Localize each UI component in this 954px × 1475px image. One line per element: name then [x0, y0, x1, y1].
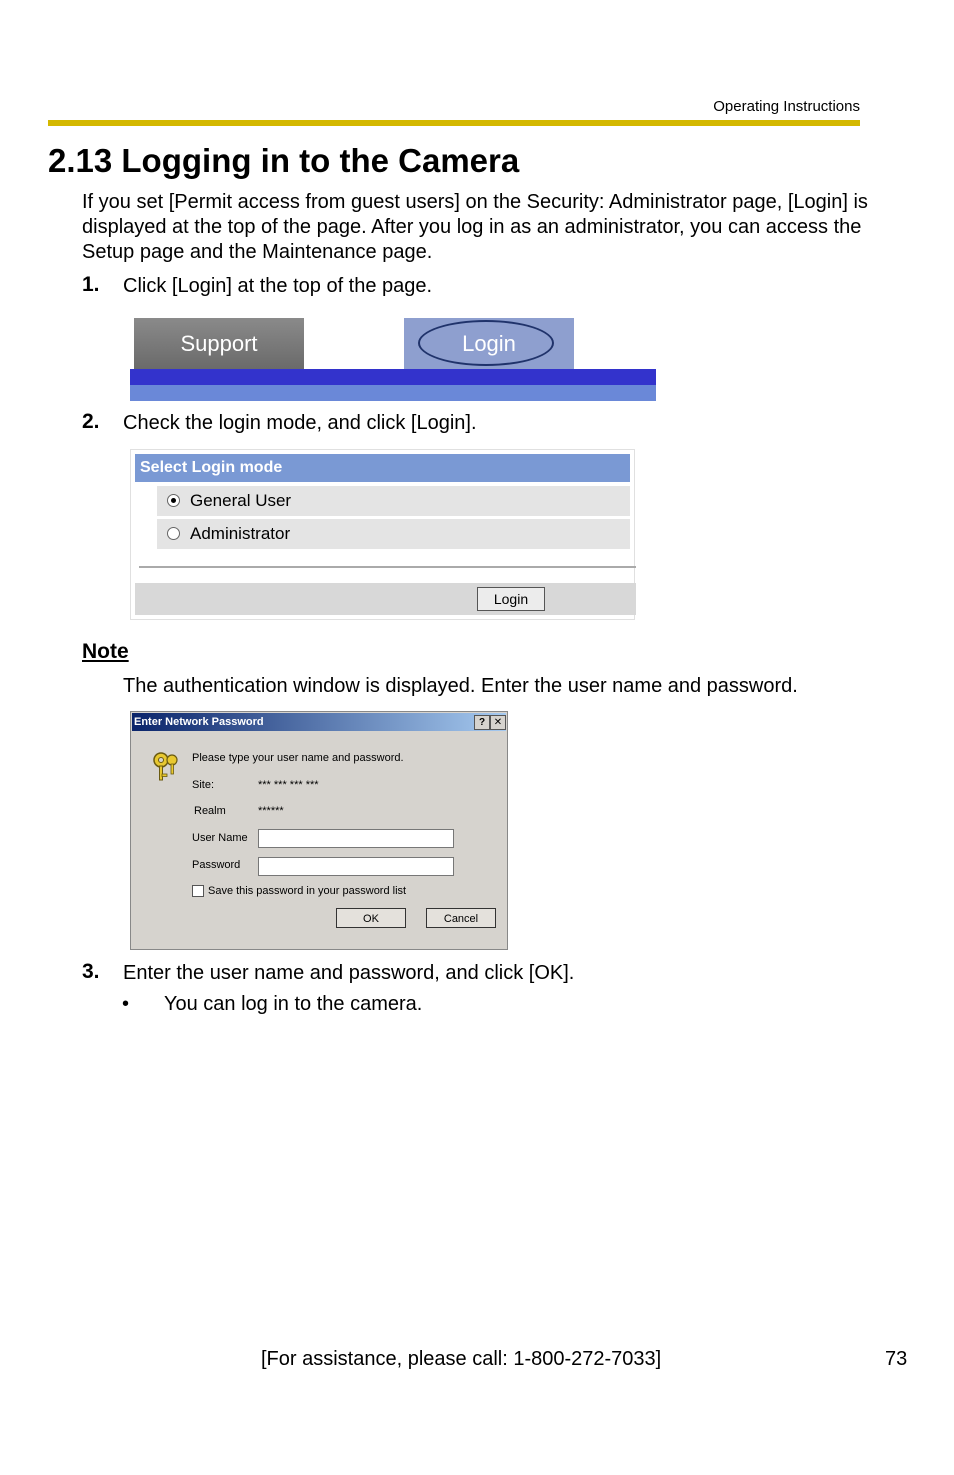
help-icon[interactable]: ? — [474, 715, 490, 730]
login-tab[interactable] — [404, 318, 574, 369]
close-icon[interactable]: ✕ — [490, 715, 506, 730]
running-header: Operating Instructions — [713, 98, 860, 115]
dialog-prompt: Please type your user name and password. — [192, 752, 404, 764]
option-label: General User — [190, 491, 292, 510]
password-input[interactable] — [258, 857, 454, 876]
password-label: Password — [192, 859, 241, 871]
page-number: 73 — [885, 1348, 908, 1370]
nav-bar-screenshot — [130, 318, 656, 401]
realm-value: ****** — [258, 805, 284, 817]
section-title: 2.13 Logging in to the Camera — [48, 142, 520, 179]
bullet-mark: • — [122, 993, 130, 1015]
dialog-title: Enter Network Password — [134, 716, 264, 728]
login-mode-title: Select Login mode — [135, 454, 630, 482]
site-value: *** *** *** *** — [258, 779, 319, 791]
note-heading: Note — [82, 640, 129, 663]
option-general-user[interactable] — [157, 486, 630, 516]
cancel-button[interactable]: Cancel — [426, 908, 496, 928]
username-label: User Name — [192, 832, 248, 844]
support-tab[interactable]: Support — [134, 318, 304, 369]
step-2-number: 2. — [82, 410, 100, 433]
site-label: Site: — [192, 779, 215, 791]
intro-paragraph: If you set [Permit access from guest users] on the Security: Administrator page, [Login] is displayed at the top of the page. After you log in as an administrator, you can access the Setup page and the Maintenance page. — [82, 191, 868, 263]
divider — [139, 566, 636, 568]
realm-label: Realm — [194, 805, 226, 817]
ok-button[interactable]: OK — [336, 908, 406, 928]
key-icon — [151, 750, 181, 782]
assistance-footer: [For assistance, please call: 1-800-272-7033] — [261, 1348, 662, 1370]
option-administrator[interactable] — [157, 519, 630, 549]
result-bullet — [122, 993, 423, 1016]
save-password-checkbox[interactable] — [192, 885, 204, 897]
login-tab-label: Login — [462, 330, 516, 356]
note-text: The authentication window is displayed. Enter the user name and password. — [123, 675, 798, 697]
radio-unselected-icon[interactable] — [167, 527, 180, 540]
radio-selected-icon[interactable] — [167, 494, 180, 507]
step-3-text: Enter the user name and password, and click [OK]. — [123, 962, 575, 984]
login-mode-footer — [135, 583, 636, 615]
step-1-number: 1. — [82, 273, 100, 296]
step-2-text: Check the login mode, and click [Login]. — [123, 412, 477, 434]
nav-bar-strip — [130, 369, 656, 385]
username-input[interactable] — [258, 829, 454, 848]
dialog-title-bar — [132, 713, 506, 731]
login-button[interactable]: Login — [477, 587, 545, 611]
auth-dialog — [130, 711, 508, 950]
save-password-label: Save this password in your password list — [208, 885, 407, 897]
nav-bar-strip-lower — [130, 385, 656, 401]
bullet-text: You can log in to the camera. — [164, 993, 423, 1015]
header-rule — [48, 120, 860, 126]
highlight-ellipse — [418, 320, 554, 366]
option-label: Administrator — [190, 524, 291, 543]
step-3-number: 3. — [82, 960, 100, 983]
step-1-text: Click [Login] at the top of the page. — [123, 275, 433, 297]
login-mode-panel — [130, 449, 635, 620]
